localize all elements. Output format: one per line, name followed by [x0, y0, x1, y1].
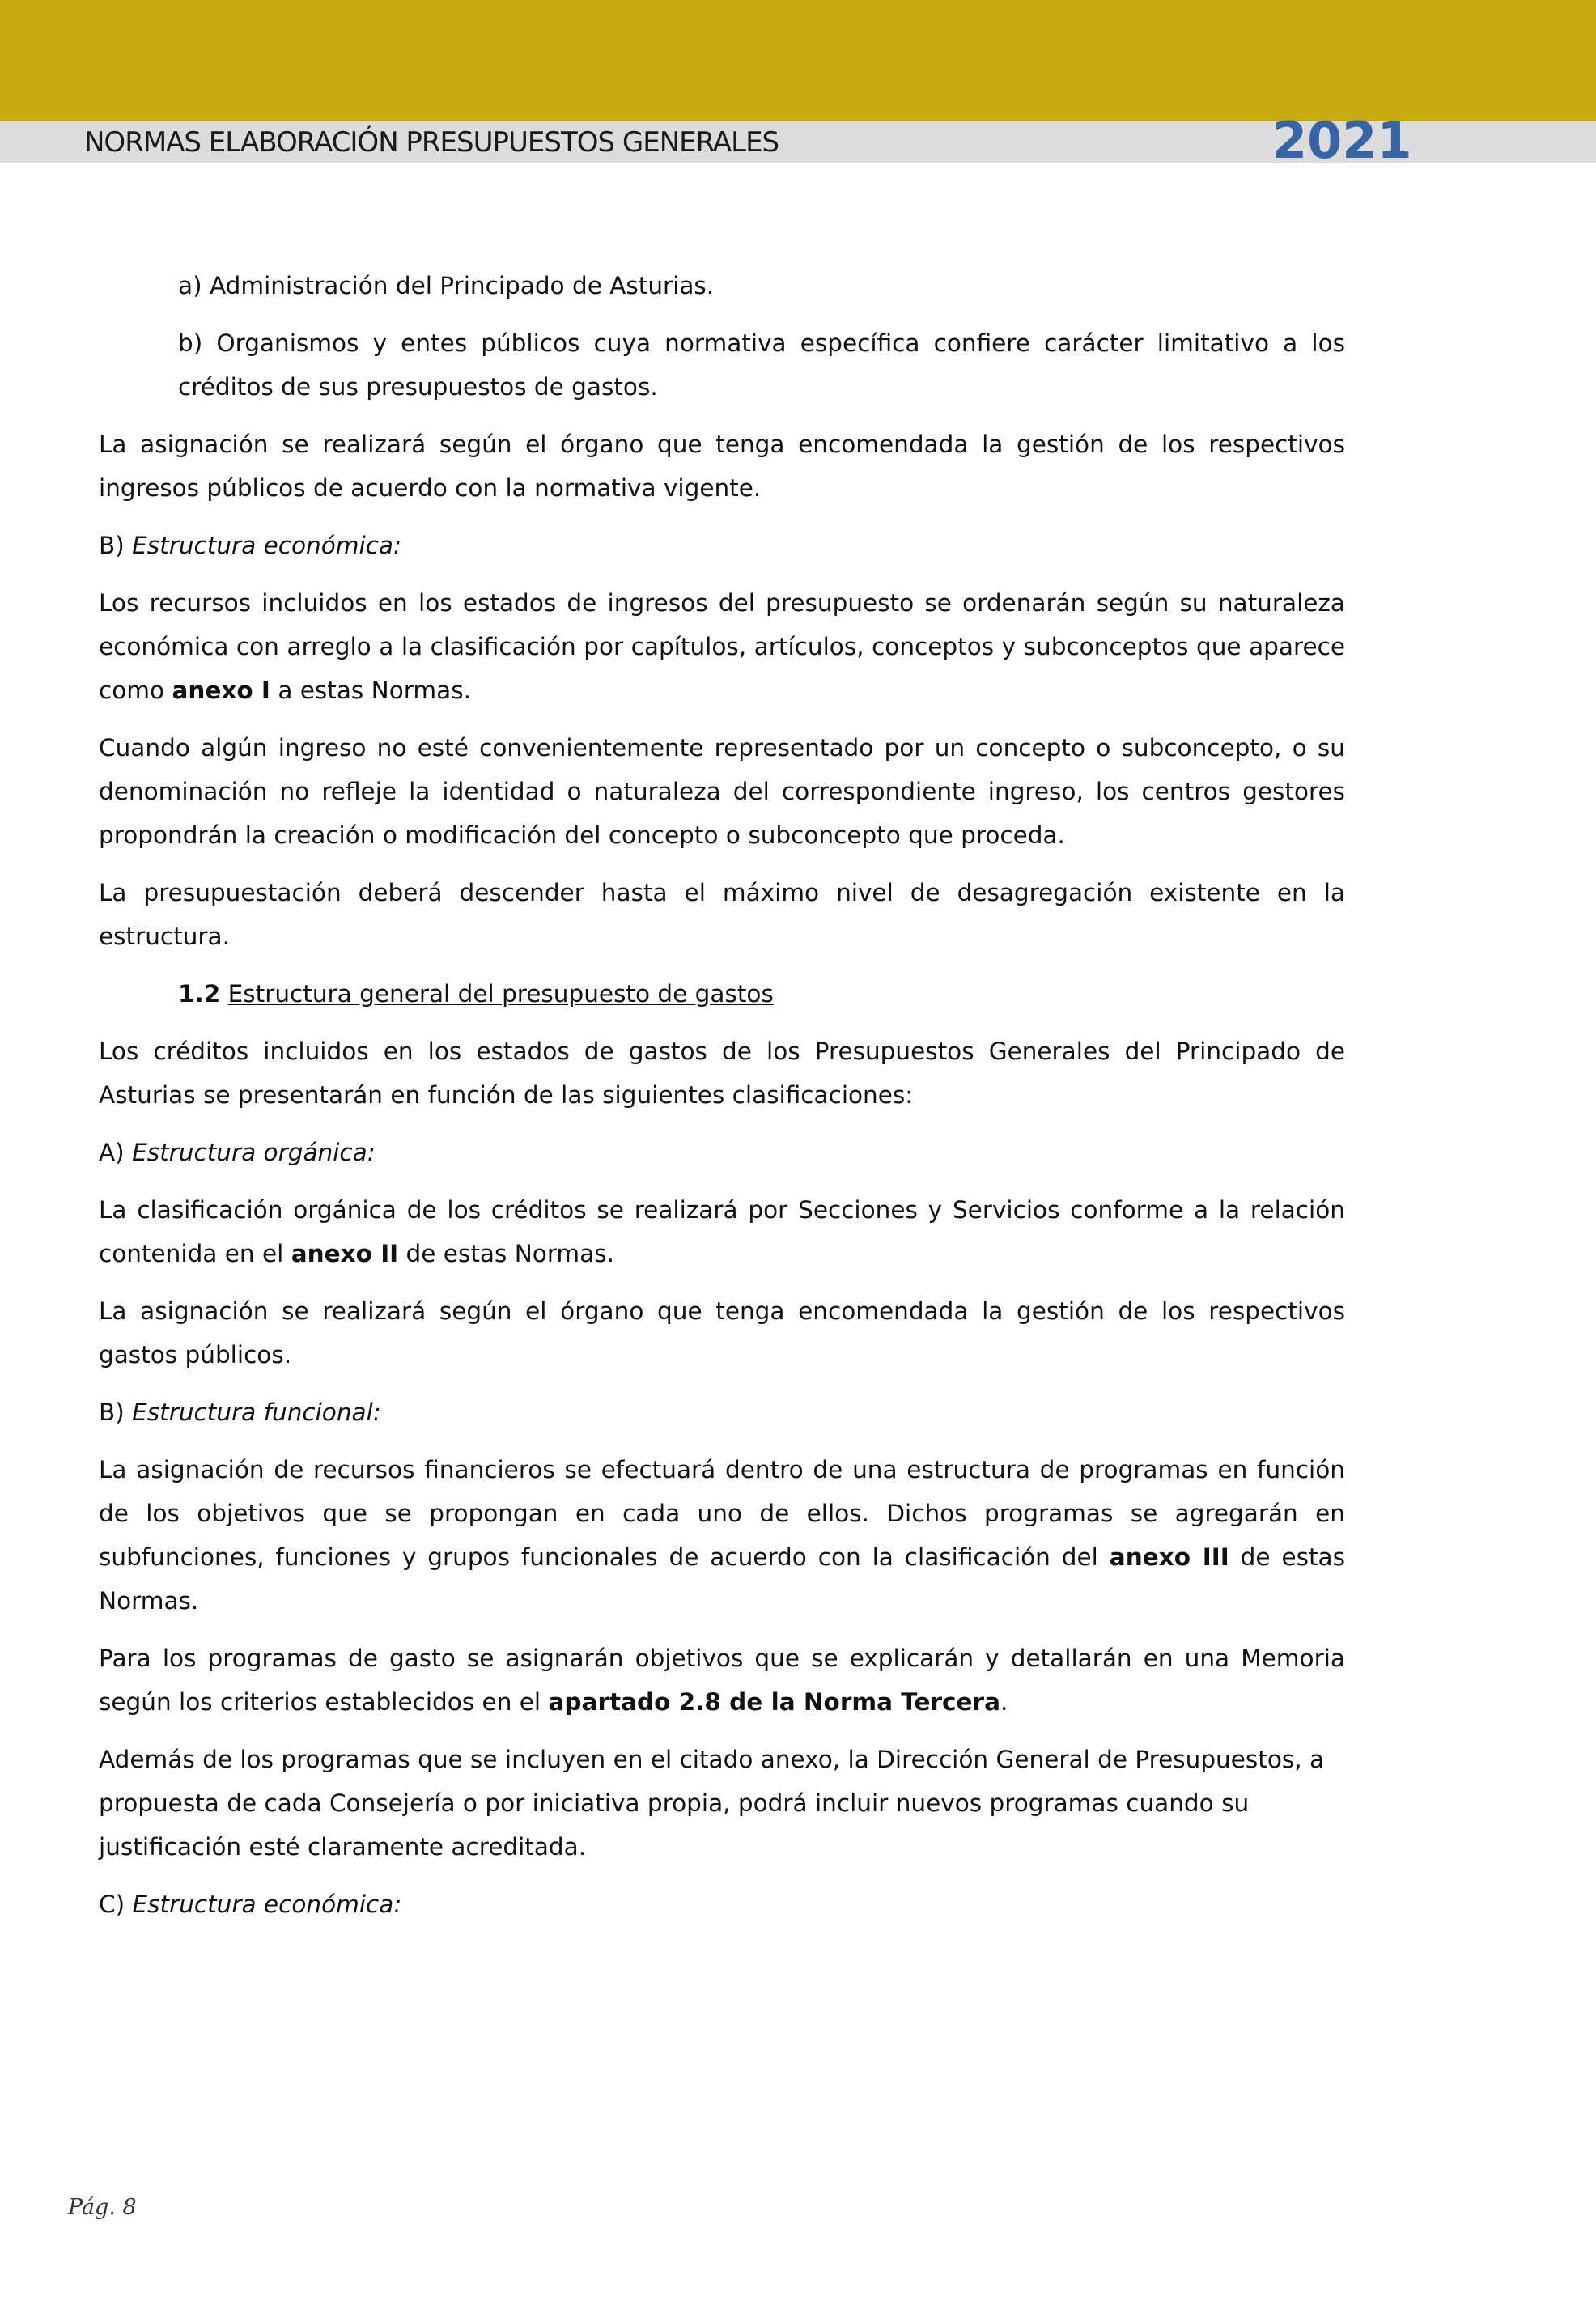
subheading-text: Estructura orgánica:	[132, 1139, 376, 1166]
paragraph-text: .	[1000, 1688, 1008, 1716]
section-number: 1.2	[178, 980, 221, 1008]
paragraph-income-concepts: Cuando algún ingreso no esté convenientemente representado por un concepto o subconcepto, o su denominación no refleje la identidad o naturaleza del correspondiente ingreso, los centros gestores propondrán la creación o modificación del concepto o subconcepto que proceda.	[99, 734, 1345, 849]
annex-reference: anexo II	[291, 1240, 399, 1267]
paragraph-desaggregation: La presupuestación deberá descender hasta el máximo nivel de desagregación existente en la estructura.	[99, 879, 1345, 950]
annex-reference: anexo I	[172, 677, 270, 704]
subheading-organic-structure	[99, 1131, 1345, 1174]
subheading-economic-structure-expenses	[99, 1882, 1345, 1926]
page-body	[99, 264, 1345, 1940]
document-year: 2021	[1272, 111, 1412, 170]
paragraph-new-programs: Además de los programas que se incluyen en el citado anexo, la Dirección General de Presupuestos, a propuesta de cada Consejería o por iniciativa propia, podrá incluir nuevos programas cuando su justificación esté claramente acreditada.	[99, 1746, 1325, 1861]
norm-reference: apartado 2.8 de la Norma Tercera	[548, 1688, 1000, 1716]
paragraph-text: Los recursos incluidos en los estados de ingresos del presupuesto se ordenarán según su naturaleza económica con arreglo a la clasificación por capítulos, artículos, conceptos y subconceptos que aparece como	[99, 589, 1345, 704]
paragraph-text: de estas Normas.	[405, 1240, 614, 1267]
subheading-prefix: C)	[99, 1891, 125, 1918]
document-title: NORMAS ELABORACIÓN PRESUPUESTOS GENERALES	[84, 126, 779, 159]
paragraph-income-assignment: La asignación se realizará según el órgano que tenga encomendada la gestión de los respectivos ingresos públicos de acuerdo con la normativa vigente.	[99, 431, 1345, 502]
list-item-a: a) Administración del Principado de Asturias.	[178, 272, 715, 299]
paragraph-income-resources	[99, 581, 1345, 712]
paragraph-expense-assignment: La asignación se realizará según el órgano que tenga encomendada la gestión de los respectivos gastos públicos.	[99, 1297, 1345, 1369]
header-color-band	[0, 0, 1596, 121]
section-title: Estructura general del presupuesto de gastos	[227, 980, 774, 1008]
subheading-text: Estructura funcional:	[132, 1398, 381, 1426]
subheading-prefix: A)	[99, 1139, 125, 1166]
paragraph-expense-classifications: Los créditos incluidos en los estados de gastos de los Presupuestos Generales del Principado de Asturias se presentarán en función de las siguientes clasificaciones:	[99, 1038, 1345, 1109]
annex-reference: anexo III	[1109, 1543, 1229, 1571]
paragraph-text: a estas Normas.	[278, 677, 471, 704]
paragraph-text: Para los programas de gasto se asignarán objetivos que se explicarán y detallarán en una Memoria según los criterios establecidos en el	[99, 1645, 1345, 1716]
page-number: Pág. 8	[68, 2195, 137, 2220]
paragraph-organic-classification	[99, 1188, 1345, 1275]
paragraph-text: de estas Normas.	[99, 1543, 1345, 1615]
subheading-prefix: B)	[99, 1398, 125, 1426]
paragraph-text: La asignación de recursos financieros se efectuará dentro de una estructura de programas en función de los objetivos que se propongan en cada uno de ellos. Dichos programas se agregarán en subfunciones, funciones y grupos funcionales de acuerdo con la clasificación del	[99, 1456, 1345, 1571]
subheading-prefix: B)	[99, 532, 125, 559]
section-heading	[99, 972, 1345, 1016]
subheading-economic-structure-income	[99, 524, 1345, 567]
paragraph-text: La clasificación orgánica de los créditos se realizará por Secciones y Servicios conforme a la relación contenida en el	[99, 1196, 1345, 1267]
paragraph-program-objectives	[99, 1636, 1345, 1724]
paragraph-programs-structure	[99, 1448, 1345, 1623]
subheading-text: Estructura económica:	[132, 1891, 402, 1918]
subheading-text: Estructura económica:	[132, 532, 401, 559]
list-item-b: b) Organismos y entes públicos cuya normativa específica confiere carácter limitativo a los créditos de sus presupuestos de gastos.	[178, 329, 1345, 401]
subheading-functional-structure	[99, 1390, 1345, 1434]
